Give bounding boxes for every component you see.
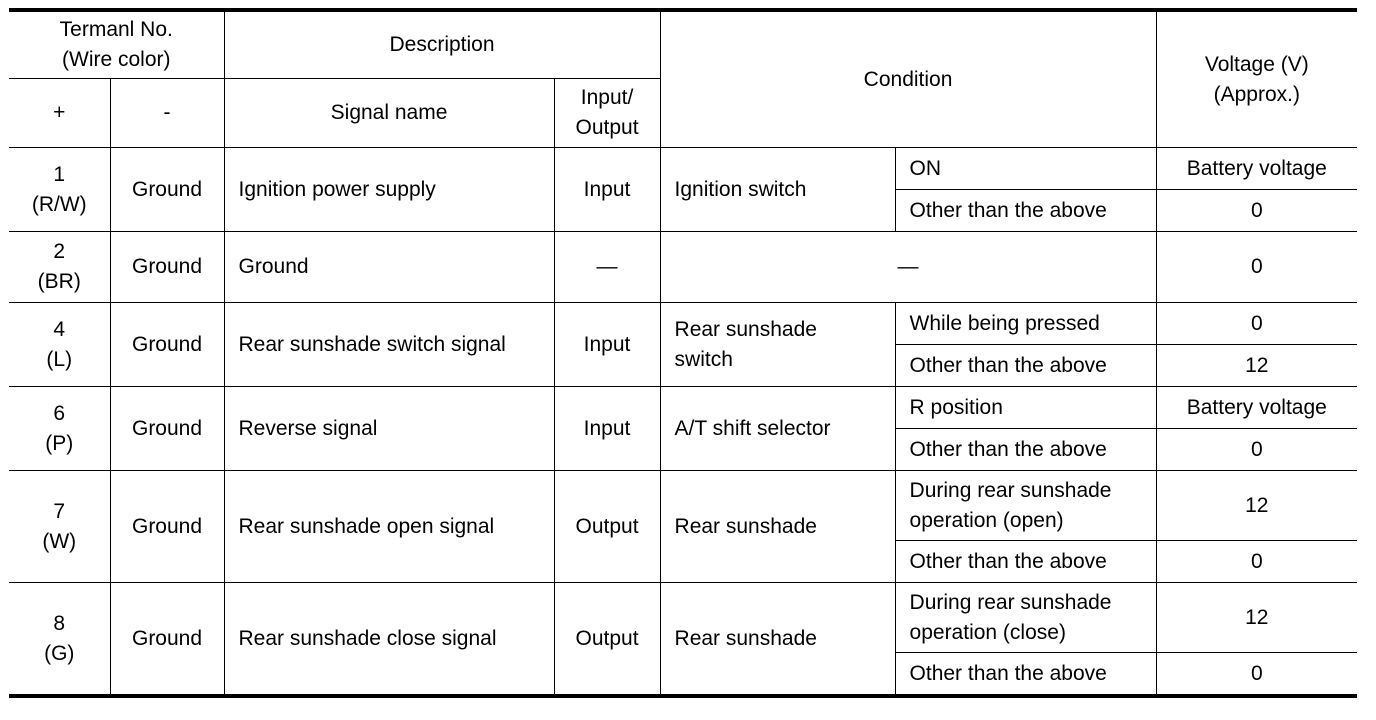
condition-cell bbox=[660, 303, 895, 387]
minus-cell: Ground bbox=[110, 148, 224, 232]
wire-color: (R/W) bbox=[31, 192, 87, 216]
minus-cell: Ground bbox=[110, 303, 224, 387]
minus-cell: Ground bbox=[110, 583, 224, 697]
state-cell bbox=[895, 583, 1156, 653]
io-cell: Input bbox=[554, 303, 660, 387]
terminal-cell bbox=[9, 148, 110, 232]
terminal-no-label: Termanl No. bbox=[59, 18, 173, 41]
wire-color: (BR) bbox=[37, 270, 81, 293]
condition-cell: Ignition switch bbox=[660, 148, 895, 232]
header-row-1 bbox=[9, 10, 1357, 79]
voltage-cell: 0 bbox=[1156, 190, 1357, 232]
terminal-number: 6 bbox=[53, 401, 66, 425]
table-row bbox=[9, 387, 1357, 429]
condition-line-2: switch bbox=[674, 347, 733, 371]
input-output-header bbox=[554, 79, 660, 148]
minus-header: - bbox=[110, 79, 224, 148]
io-cell: Output bbox=[554, 471, 660, 583]
wire-color: (L) bbox=[46, 347, 73, 371]
voltage-cell: Battery voltage bbox=[1156, 148, 1357, 190]
io-cell: — bbox=[554, 232, 660, 303]
condition-cell: Rear sunshade bbox=[660, 471, 895, 583]
approx-label: (Approx.) bbox=[1213, 82, 1300, 106]
io-cell: Input bbox=[554, 148, 660, 232]
plus-header: + bbox=[9, 79, 110, 148]
voltage-cell: 12 bbox=[1156, 471, 1357, 541]
signal-name-cell: Rear sunshade switch signal bbox=[224, 303, 554, 387]
voltage-cell: 0 bbox=[1156, 303, 1357, 345]
minus-cell: Ground bbox=[110, 387, 224, 471]
terminal-cell bbox=[9, 387, 110, 471]
table-row bbox=[9, 303, 1357, 345]
voltage-cell: 0 bbox=[1156, 653, 1357, 697]
input-output-label-2: Output bbox=[575, 116, 639, 139]
table-row bbox=[9, 148, 1357, 190]
terminal-cell bbox=[9, 583, 110, 697]
voltage-label: Voltage (V) bbox=[1204, 52, 1309, 76]
state-line-2: operation (close) bbox=[909, 620, 1066, 644]
signal-name-cell: Rear sunshade close signal bbox=[224, 583, 554, 697]
voltage-cell: 0 bbox=[1156, 232, 1357, 303]
signal-name-cell: Reverse signal bbox=[224, 387, 554, 471]
state-cell: Other than the above bbox=[895, 541, 1156, 583]
voltage-cell: 12 bbox=[1156, 345, 1357, 387]
signal-name-cell: Ignition power supply bbox=[224, 148, 554, 232]
voltage-cell: 0 bbox=[1156, 541, 1357, 583]
minus-cell: Ground bbox=[110, 471, 224, 583]
terminal-number: 2 bbox=[53, 240, 66, 263]
signal-name-cell: Ground bbox=[224, 232, 554, 303]
condition-header: Condition bbox=[660, 10, 1156, 148]
state-line-1: During rear sunshade bbox=[909, 590, 1112, 614]
minus-cell: Ground bbox=[110, 232, 224, 303]
state-cell: ON bbox=[895, 148, 1156, 190]
state-cell: Other than the above bbox=[895, 190, 1156, 232]
signal-name-header: Signal name bbox=[224, 79, 554, 148]
state-cell bbox=[895, 471, 1156, 541]
terminal-number: 4 bbox=[53, 317, 66, 341]
wire-color: (P) bbox=[45, 431, 74, 455]
state-line-1: During rear sunshade bbox=[909, 478, 1112, 502]
state-cell: Other than the above bbox=[895, 429, 1156, 471]
terminal-cell bbox=[9, 303, 110, 387]
terminal-cell bbox=[9, 471, 110, 583]
signal-name-cell: Rear sunshade open signal bbox=[224, 471, 554, 583]
state-cell: While being pressed bbox=[895, 303, 1156, 345]
io-cell: Output bbox=[554, 583, 660, 697]
condition-line-1: Rear sunshade bbox=[674, 317, 817, 341]
voltage-header bbox=[1156, 10, 1357, 148]
condition-cell: Rear sunshade bbox=[660, 583, 895, 697]
state-line-2: operation (open) bbox=[909, 508, 1064, 532]
terminal-cell bbox=[9, 232, 110, 303]
state-cell: Other than the above bbox=[895, 653, 1156, 697]
terminal-number: 7 bbox=[53, 499, 66, 523]
voltage-cell: 12 bbox=[1156, 583, 1357, 653]
state-cell: R position bbox=[895, 387, 1156, 429]
condition-cell: — bbox=[660, 232, 1156, 303]
terminal-no-header bbox=[9, 10, 224, 79]
table-row bbox=[9, 232, 1357, 303]
state-cell: Other than the above bbox=[895, 345, 1156, 387]
voltage-cell: Battery voltage bbox=[1156, 387, 1357, 429]
wire-color: (G) bbox=[44, 641, 75, 665]
terminal-table bbox=[9, 8, 1357, 698]
table-row bbox=[9, 583, 1357, 653]
terminal-number: 1 bbox=[53, 162, 66, 186]
terminal-number: 8 bbox=[53, 611, 66, 635]
voltage-cell: 0 bbox=[1156, 429, 1357, 471]
wire-color: (W) bbox=[42, 529, 77, 553]
io-cell: Input bbox=[554, 387, 660, 471]
condition-cell: A/T shift selector bbox=[660, 387, 895, 471]
table-row bbox=[9, 471, 1357, 541]
description-header: Description bbox=[224, 10, 660, 79]
input-output-label-1: Input/ bbox=[580, 86, 634, 109]
wire-color-label: (Wire color) bbox=[62, 48, 171, 71]
